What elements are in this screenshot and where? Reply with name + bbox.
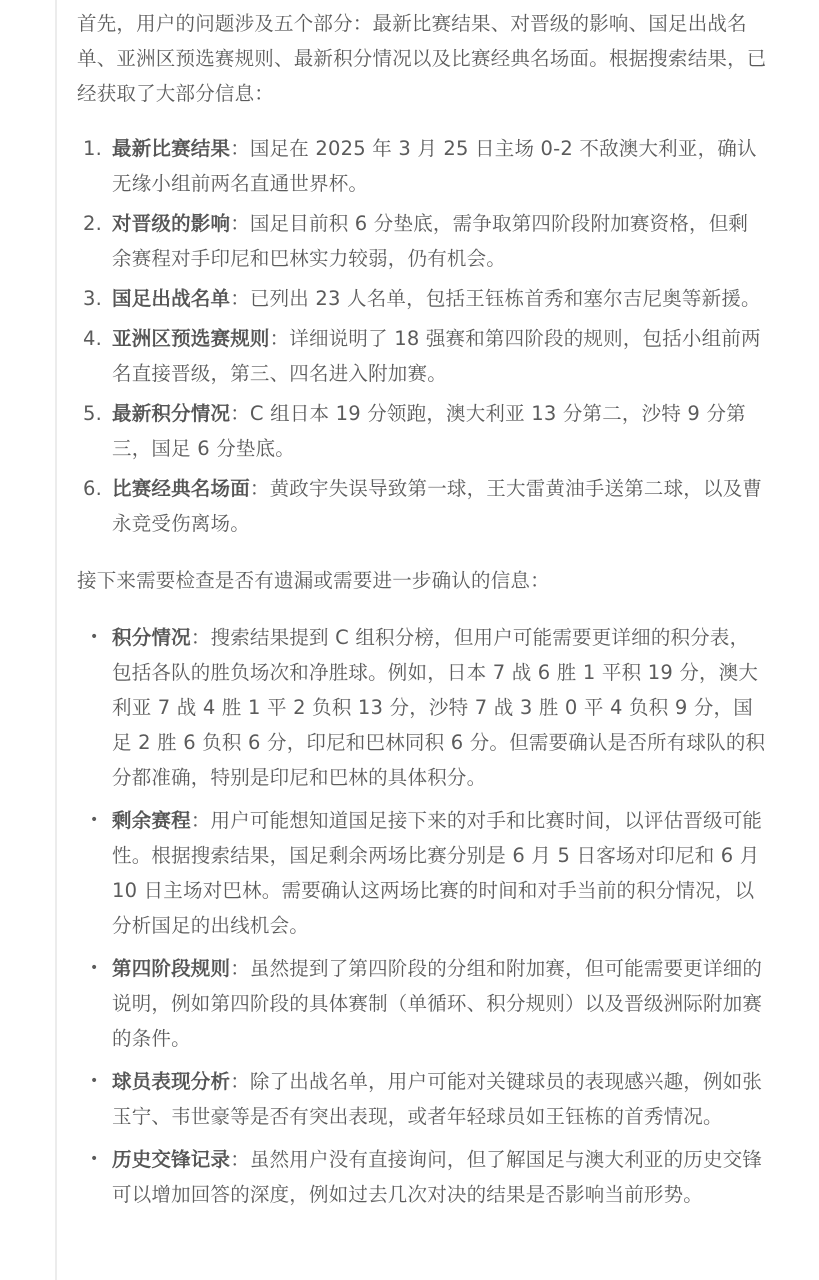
numbered-list-item (77, 321, 767, 391)
list-marker: • (90, 629, 99, 645)
intro-paragraph: 首先，用户的问题涉及五个部分：最新比赛结果、对晋级的影响、国足出战名单、亚洲区预选赛规则、最新积分情况以及比赛经典名场面。根据搜索结果，已经获取了大部分信息： (77, 12, 767, 105)
item-term: 剩余赛程 (112, 809, 191, 832)
item-text: ：搜索结果提到 C 组积分榜，但用户可能需要更详细的积分表，包括各队的胜负场次和净胜球。例如，日本 7 战 6 胜 1 平积 19 分，澳大利亚 7 战 4 胜 1 平 2 负积 13 分，沙特 7 战 3 胜 0 平 4 负积 9 分，国足 2 胜 6 负积 6 分，印尼和巴林同积 6 分。但需要确认是否所有球队的积分都准确，特别是印尼和巴林的具体积分。 (112, 626, 766, 789)
list-marker: • (90, 960, 99, 976)
item-text: ：虽然提到了第四阶段的分组和附加赛，但可能需要更详细的说明，例如第四阶段的具体赛制（单循环、积分规则）以及晋级洲际附加赛的条件。 (112, 957, 763, 1050)
item-term: 对晋级的影响 (112, 212, 231, 235)
bullet-list-item (77, 620, 767, 795)
list-marker: 2. (83, 212, 103, 235)
numbered-list-item (77, 206, 767, 276)
left-border-rule (55, 0, 57, 1280)
list-marker: 6. (83, 477, 103, 500)
bullet-list (77, 620, 767, 1212)
numbered-list-item (77, 131, 767, 201)
item-text: ：国足在 2025 年 3 月 25 日主场 0-2 不敌澳大利亚，确认无缘小组前两名直通世界杯。 (112, 137, 757, 195)
item-text: ：黄政宇失误导致第一球，王大雷黄油手送第二球，以及曹永竞受伤离场。 (112, 477, 763, 535)
bullet-list-item (77, 803, 767, 943)
list-marker: 5. (83, 402, 103, 425)
item-term: 最新比赛结果 (112, 137, 231, 160)
item-term: 亚洲区预选赛规则 (112, 327, 270, 350)
list-marker: 3. (83, 287, 103, 310)
list-marker: • (90, 1151, 99, 1167)
numbered-list-item (77, 396, 767, 466)
item-term: 历史交锋记录 (112, 1148, 231, 1171)
transition-paragraph: 接下来需要检查是否有遗漏或需要进一步确认的信息： (77, 569, 550, 592)
item-text: ：虽然用户没有直接询问，但了解国足与澳大利亚的历史交锋可以增加回答的深度，例如过去几次对决的结果是否影响当前形势。 (112, 1148, 763, 1206)
bullet-list-item (77, 1064, 767, 1134)
item-text: ：用户可能想知道国足接下来的对手和比赛时间，以评估晋级可能性。根据搜索结果，国足剩余两场比赛分别是 6 月 5 日客场对印尼和 6 月 10 日主场对巴林。需要确认这两场比赛的时间和对手当前的积分情况，以分析国足的出线机会。 (112, 809, 763, 937)
list-marker: 4. (83, 327, 103, 350)
bullet-list-item (77, 951, 767, 1056)
list-marker: • (90, 812, 99, 828)
item-term: 国足出战名单 (112, 287, 231, 310)
reasoning-content (77, 6, 767, 1220)
numbered-list-item (77, 471, 767, 541)
item-term: 第四阶段规则 (112, 957, 231, 980)
item-text: ：国足目前积 6 分垫底，需争取第四阶段附加赛资格，但剩余赛程对手印尼和巴林实力较弱，仍有机会。 (112, 212, 749, 270)
item-term: 比赛经典名场面 (112, 477, 250, 500)
numbered-list-item (77, 281, 767, 316)
item-text: ：除了出战名单，用户可能对关键球员的表现感兴趣，例如张玉宁、韦世豪等是否有突出表现，或者年轻球员如王钰栋的首秀情况。 (112, 1070, 763, 1128)
item-term: 最新积分情况 (112, 402, 231, 425)
list-marker: • (90, 1073, 99, 1089)
item-term: 球员表现分析 (112, 1070, 231, 1093)
item-text: ：C 组日本 19 分领跑，澳大利亚 13 分第二，沙特 9 分第三，国足 6 分垫底。 (112, 402, 746, 460)
item-term: 积分情况 (112, 626, 191, 649)
list-marker: 1. (83, 137, 103, 160)
bullet-list-item (77, 1142, 767, 1212)
item-text: ：详细说明了 18 强赛和第四阶段的规则，包括小组前两名直接晋级，第三、四名进入附加赛。 (112, 327, 761, 385)
numbered-list (77, 131, 767, 541)
item-text: ：已列出 23 人名单，包括王钰栋首秀和塞尔吉尼奥等新援。 (230, 287, 761, 310)
